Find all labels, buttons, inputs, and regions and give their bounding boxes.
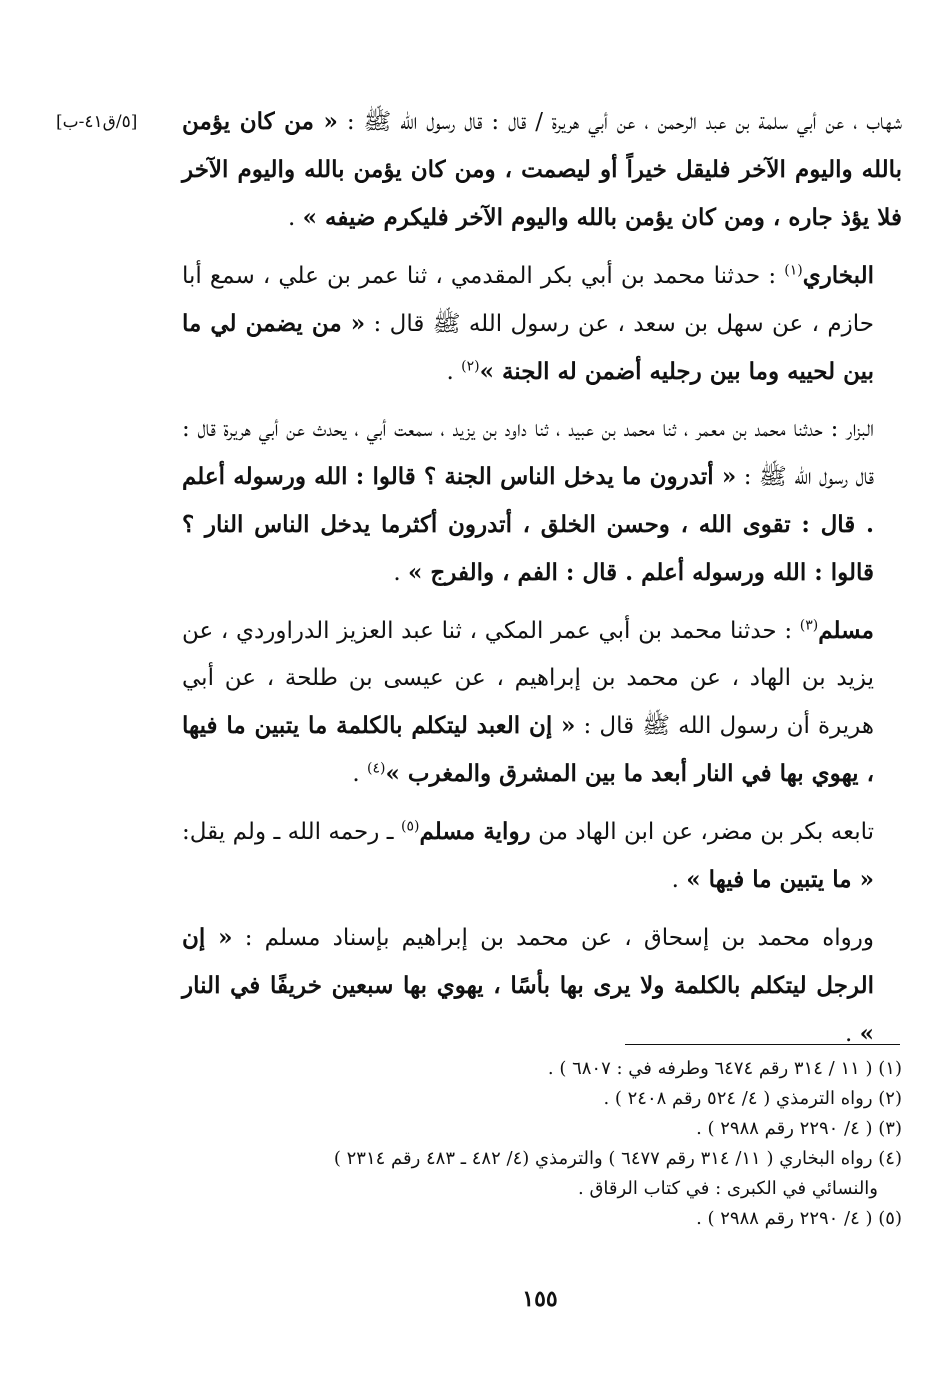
- paragraph-5-mid: ـ رحمه الله ـ ولم يقل:: [182, 819, 401, 845]
- paragraph-2: [182, 252, 902, 396]
- paragraph-4-end: .: [352, 761, 368, 787]
- footnote-1: (١) ( ١١ / ٣١٤ رقم ٦٤٧٤ وطرفه في : ٦٨٠٧ ) .: [547, 1058, 902, 1079]
- paragraph-5-text: تابعه بكر بن مضر، عن ابن الهاد من: [530, 819, 874, 845]
- hadith-quote-1: « من كان يؤمن بالله واليوم الآخر فليقل خيراً أو ليصمت ، ومن كان يؤمن بالله واليوم الآخر فلا يؤذ جاره ، ومن كان يؤمن بالله واليوم الآخر فليكرم ضيفه »: [182, 108, 902, 231]
- paragraph-1-text: شهاب ، عن أبي سلمة بن عبد الرحمن ، عن أبي هريرة / قال : قال رسول الله ﷺ :: [337, 109, 902, 135]
- paragraph-5-bold: رواية مسلم: [419, 818, 531, 845]
- paragraph-6-end: .: [845, 1021, 860, 1047]
- footnote-ref-4: (٤): [367, 760, 386, 777]
- source-muslim: مسلم: [818, 617, 874, 644]
- source-bukhari: البخاري: [802, 262, 874, 289]
- page-number: ١٥٥: [522, 1286, 558, 1312]
- paragraph-5: [182, 808, 902, 904]
- footnote-2: (٢) رواه الترمذي ( ٤/ ٥٢٤ رقم ٢٤٠٨ ) .: [603, 1088, 902, 1109]
- paragraph-3: [182, 406, 902, 597]
- footnote-ref-5: (٥): [400, 818, 420, 835]
- hadith-quote-5: « ما يتبين ما فيها »: [686, 866, 874, 893]
- paragraph-6-text: ورواه محمد بن إسحاق ، عن محمد بن إبراهيم بإسناد مسلم :: [232, 925, 875, 951]
- footnote-ref-3: (٣): [799, 617, 819, 634]
- paragraph-1: [182, 98, 902, 242]
- paragraph-3-text: البزار : حدثنا محمد بن معمر ، ثنا محمد بن عبيد ، ثنا داود بن يزيد ، سمعت أبي ، يحدث عن أبي هريرة قال : قال رسول الله ﷺ :: [182, 416, 874, 490]
- paragraph-5-end: .: [671, 867, 687, 893]
- hadith-quote-3: « أتدرون ما يدخل الناس الجنة ؟ قالوا : الله ورسوله أعلم . قال : تقوى الله ، وحسن الخلق ، أتدرون أكثرما يدخل الناس النار ؟ قالوا : الله ورسوله أعلم . قال : الفم ، والفرج »: [182, 463, 874, 586]
- hadith-quote-6: « إن الرجل ليتكلم بالكلمة ولا يرى بها بأسًا ، يهوي بها سبعين خريفًا في النار »: [182, 924, 874, 1047]
- hadith-quote-4: « إن العبد ليتكلم بالكلمة ما يتبين ما فيها ، يهوي بها في النار أبعد ما بين المشرق والمغرب »: [182, 712, 874, 787]
- paragraph-6: [182, 914, 902, 1058]
- footnote-3: (٣) ( ٤/ ٢٢٩٠ رقم ٢٩٨٨ ) .: [696, 1118, 902, 1139]
- hadith-quote-2: « من يضمن لي ما بين لحييه وما بين رجليه أضمن له الجنة »: [182, 310, 874, 385]
- paragraph-2-text: : حدثنا محمد بن أبي بكر المقدمي ، ثنا عمر بن علي ، سمع أبا حازم ، عن سهل بن سعد ، عن رسول الله ﷺ قال :: [182, 263, 874, 337]
- footnote-5: (٥) ( ٤/ ٢٢٩٠ رقم ٢٩٨٨ ) .: [696, 1208, 902, 1229]
- footnote-ref-1: (١): [784, 262, 803, 279]
- body-text: [182, 98, 902, 1058]
- paragraph-3-end: .: [393, 560, 409, 586]
- margin-manuscript-reference: [٥/ق٤١-ب]: [56, 112, 138, 132]
- footnote-separator: [625, 1044, 900, 1045]
- paragraph-2-end: .: [446, 359, 462, 385]
- footnote-ref-2: (٢): [461, 358, 480, 375]
- footnote-4: (٤) رواه البخاري ( ١١/ ٣١٤ رقم ٦٤٧٧ ) والترمذي (٤/ ٤٨٢ ـ ٤٨٣ رقم ٢٣١٤ ): [333, 1148, 902, 1169]
- paragraph-4: [182, 607, 902, 798]
- paragraph-4-text: : حدثنا محمد بن أبي عمر المكي ، ثنا عبد العزيز الدراوردي ، عن يزيد بن الهاد ، عن محمد بن إبراهيم ، عن عيسى بن طلحة ، عن أبي هريرة أن رسول الله ﷺ قال :: [182, 618, 874, 739]
- footnotes: [182, 1054, 902, 1234]
- footnote-4-continued: والنسائي في الكبرى : في كتاب الرقاق .: [578, 1178, 878, 1199]
- paragraph-1-end: .: [288, 205, 303, 231]
